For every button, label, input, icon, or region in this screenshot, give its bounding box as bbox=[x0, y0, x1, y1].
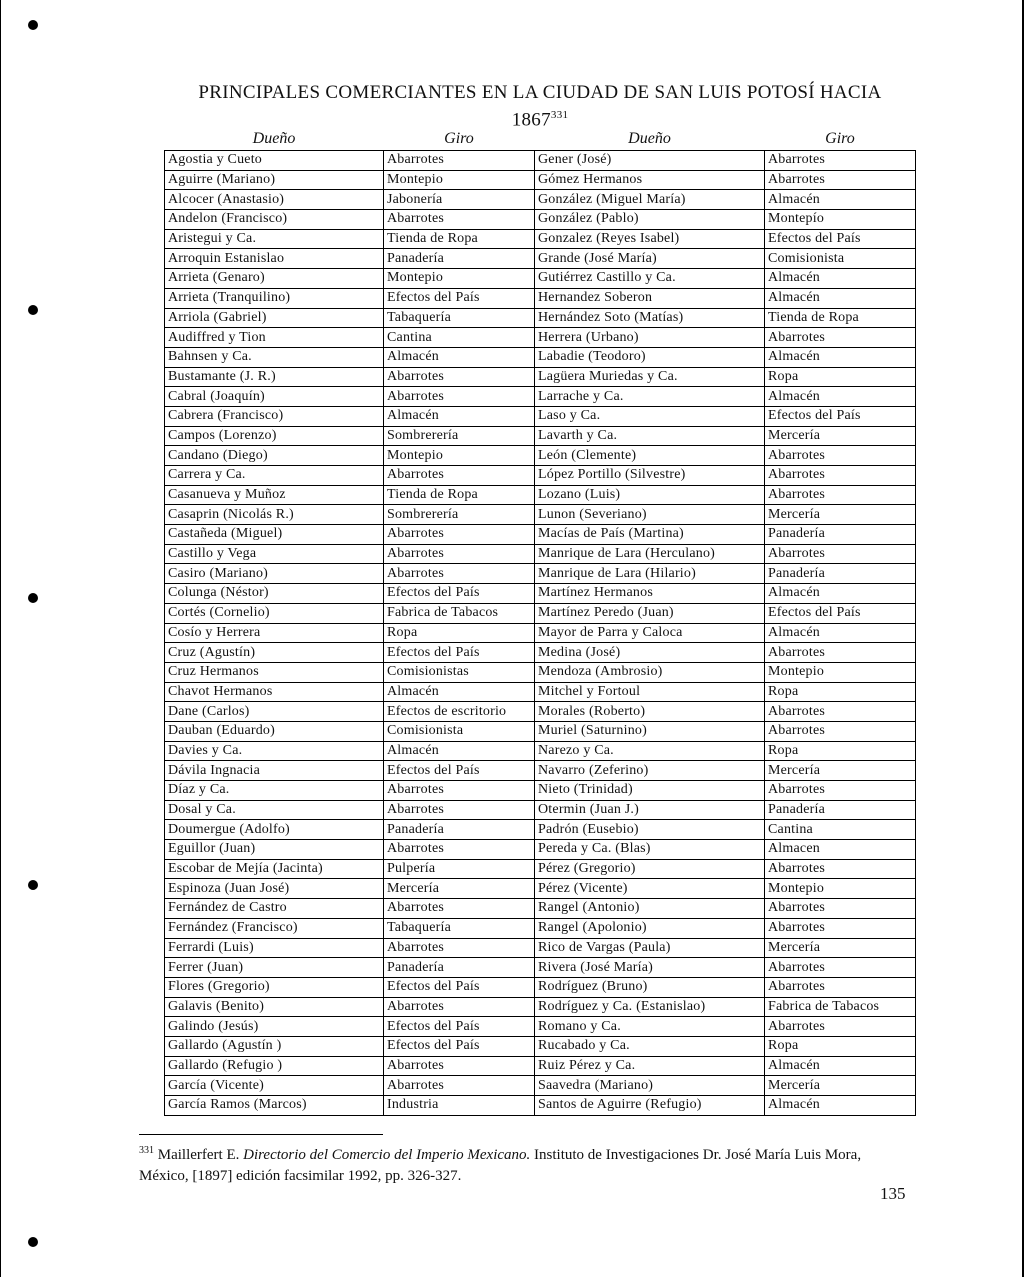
business-cell: Efectos del País bbox=[384, 761, 535, 781]
table-row bbox=[165, 938, 916, 958]
owner-cell: Ferrer (Juan) bbox=[165, 958, 384, 978]
owner-cell: Díaz y Ca. bbox=[165, 781, 384, 801]
owner-cell: González (Pablo) bbox=[535, 210, 765, 230]
owner-cell: Casiro (Mariano) bbox=[165, 564, 384, 584]
owner-cell: Otermin (Juan J.) bbox=[535, 800, 765, 820]
business-cell: Abarrotes bbox=[765, 781, 916, 801]
owner-cell: Pérez (Vicente) bbox=[535, 879, 765, 899]
owner-cell: Gonzalez (Reyes Isabel) bbox=[535, 229, 765, 249]
binder-hole-icon bbox=[28, 20, 38, 30]
owner-cell: Rodríguez (Bruno) bbox=[535, 977, 765, 997]
column-header-owner: Dueño bbox=[535, 128, 765, 151]
business-cell: Abarrotes bbox=[765, 918, 916, 938]
business-cell: Mercería bbox=[765, 1076, 916, 1096]
owner-cell: Rico de Vargas (Paula) bbox=[535, 938, 765, 958]
business-cell: Panadería bbox=[765, 564, 916, 584]
business-cell: Efectos del País bbox=[384, 584, 535, 604]
binder-hole-icon bbox=[28, 1237, 38, 1247]
owner-cell: Macías de País (Martina) bbox=[535, 525, 765, 545]
owner-cell: Cruz Hermanos bbox=[165, 662, 384, 682]
business-cell: Abarrotes bbox=[765, 466, 916, 486]
business-cell: Panadería bbox=[765, 800, 916, 820]
owner-cell: Mayor de Parra y Caloca bbox=[535, 623, 765, 643]
business-cell: Industria bbox=[384, 1096, 535, 1116]
business-cell: Abarrotes bbox=[765, 485, 916, 505]
owner-cell: Flores (Gregorio) bbox=[165, 977, 384, 997]
business-cell: Abarrotes bbox=[384, 210, 535, 230]
business-cell: Abarrotes bbox=[765, 170, 916, 190]
business-cell: Ropa bbox=[765, 367, 916, 387]
business-cell: Abarrotes bbox=[384, 840, 535, 860]
business-cell: Abarrotes bbox=[765, 721, 916, 741]
business-cell: Almacén bbox=[765, 288, 916, 308]
owner-cell: Chavot Hermanos bbox=[165, 682, 384, 702]
owner-cell: Grande (José María) bbox=[535, 249, 765, 269]
business-cell: Jabonería bbox=[384, 190, 535, 210]
footnote bbox=[139, 1140, 939, 1187]
table-row bbox=[165, 210, 916, 230]
business-cell: Abarrotes bbox=[384, 997, 535, 1017]
table-row bbox=[165, 820, 916, 840]
footnote-edition: México, [1897] edición facsimilar 1992, pp. 326-327. bbox=[139, 1168, 462, 1184]
owner-cell: Lunon (Severiano) bbox=[535, 505, 765, 525]
owner-cell: Romano y Ca. bbox=[535, 1017, 765, 1037]
owner-cell: León (Clemente) bbox=[535, 446, 765, 466]
business-cell: Tienda de Ropa bbox=[765, 308, 916, 328]
owner-cell: Narezo y Ca. bbox=[535, 741, 765, 761]
table-row bbox=[165, 662, 916, 682]
table-row bbox=[165, 958, 916, 978]
owner-cell: Martínez Hermanos bbox=[535, 584, 765, 604]
owner-cell: Ferrardi (Luis) bbox=[165, 938, 384, 958]
business-cell: Efectos de escritorio bbox=[384, 702, 535, 722]
table-row bbox=[165, 505, 916, 525]
business-cell: Almacén bbox=[384, 682, 535, 702]
owner-cell: Pereda y Ca. (Blas) bbox=[535, 840, 765, 860]
business-cell: Efectos del País bbox=[384, 643, 535, 663]
owner-cell: Eguillor (Juan) bbox=[165, 840, 384, 860]
footnote-publisher: Instituto de Investigaciones Dr. José María Luis Mora, bbox=[534, 1147, 862, 1163]
owner-cell: Ruiz Pérez y Ca. bbox=[535, 1056, 765, 1076]
owner-cell: Alcocer (Anastasio) bbox=[165, 190, 384, 210]
owner-cell: Campos (Lorenzo) bbox=[165, 426, 384, 446]
business-cell: Mercería bbox=[765, 938, 916, 958]
business-cell: Montepio bbox=[765, 662, 916, 682]
business-cell: Abarrotes bbox=[384, 466, 535, 486]
owner-cell: Fernández de Castro bbox=[165, 899, 384, 919]
business-cell: Montepio bbox=[765, 879, 916, 899]
business-cell: Ropa bbox=[765, 1036, 916, 1056]
table-row bbox=[165, 328, 916, 348]
business-cell: Tienda de Ropa bbox=[384, 229, 535, 249]
business-cell: Almacén bbox=[765, 190, 916, 210]
business-cell: Abarrotes bbox=[384, 367, 535, 387]
table-body bbox=[165, 151, 916, 1116]
owner-cell: Saavedra (Mariano) bbox=[535, 1076, 765, 1096]
business-cell: Montepio bbox=[384, 170, 535, 190]
business-cell: Abarrotes bbox=[765, 446, 916, 466]
owner-cell: Pérez (Gregorio) bbox=[535, 859, 765, 879]
owner-cell: García Ramos (Marcos) bbox=[165, 1096, 384, 1116]
table-row bbox=[165, 446, 916, 466]
table-row bbox=[165, 1036, 916, 1056]
business-cell: Montepío bbox=[765, 210, 916, 230]
owner-cell: Labadie (Teodoro) bbox=[535, 347, 765, 367]
owner-cell: Galavis (Benito) bbox=[165, 997, 384, 1017]
table-row bbox=[165, 544, 916, 564]
title-year: 1867 bbox=[511, 109, 551, 131]
business-cell: Efectos del País bbox=[384, 977, 535, 997]
owner-cell: Dávila Ingnacia bbox=[165, 761, 384, 781]
owner-cell: Cabral (Joaquín) bbox=[165, 387, 384, 407]
owner-cell: Casaprin (Nicolás R.) bbox=[165, 505, 384, 525]
business-cell: Tabaquería bbox=[384, 308, 535, 328]
business-cell: Panadería bbox=[384, 958, 535, 978]
business-cell: Efectos del País bbox=[765, 229, 916, 249]
table-row bbox=[165, 977, 916, 997]
table-row bbox=[165, 584, 916, 604]
business-cell: Abarrotes bbox=[384, 1076, 535, 1096]
table-row bbox=[165, 741, 916, 761]
owner-cell: Morales (Roberto) bbox=[535, 702, 765, 722]
table-row bbox=[165, 406, 916, 426]
business-cell: Abarrotes bbox=[765, 702, 916, 722]
owner-cell: Cosío y Herrera bbox=[165, 623, 384, 643]
business-cell: Ropa bbox=[384, 623, 535, 643]
owner-cell: Bahnsen y Ca. bbox=[165, 347, 384, 367]
table-row bbox=[165, 603, 916, 623]
table-row bbox=[165, 1096, 916, 1116]
owner-cell: Dosal y Ca. bbox=[165, 800, 384, 820]
title-line: PRINCIPALES COMERCIANTES EN LA CIUDAD DE SAN LUIS POTOSÍ HACIA bbox=[198, 82, 882, 103]
business-cell: Sombrerería bbox=[384, 505, 535, 525]
owner-cell: Dane (Carlos) bbox=[165, 702, 384, 722]
table-row bbox=[165, 249, 916, 269]
business-cell: Abarrotes bbox=[384, 800, 535, 820]
business-cell: Abarrotes bbox=[384, 938, 535, 958]
owner-cell: Arroquin Estanislao bbox=[165, 249, 384, 269]
table-row bbox=[165, 485, 916, 505]
business-cell: Cantina bbox=[384, 328, 535, 348]
business-cell: Abarrotes bbox=[384, 781, 535, 801]
business-cell: Montepio bbox=[384, 446, 535, 466]
merchants-table bbox=[164, 128, 916, 1116]
owner-cell: Larrache y Ca. bbox=[535, 387, 765, 407]
business-cell: Ropa bbox=[765, 741, 916, 761]
binder-hole-icon bbox=[28, 880, 38, 890]
owner-cell: Galindo (Jesús) bbox=[165, 1017, 384, 1037]
owner-cell: Agostia y Cueto bbox=[165, 151, 384, 171]
table-row bbox=[165, 781, 916, 801]
business-cell: Efectos del País bbox=[384, 288, 535, 308]
owner-cell: Candano (Diego) bbox=[165, 446, 384, 466]
business-cell: Ropa bbox=[765, 682, 916, 702]
business-cell: Cantina bbox=[765, 820, 916, 840]
table-row bbox=[165, 387, 916, 407]
binder-hole-icon bbox=[28, 593, 38, 603]
owner-cell: Aristegui y Ca. bbox=[165, 229, 384, 249]
business-cell: Abarrotes bbox=[765, 958, 916, 978]
business-cell: Mercería bbox=[765, 426, 916, 446]
owner-cell: Mitchel y Fortoul bbox=[535, 682, 765, 702]
owner-cell: Bustamante (J. R.) bbox=[165, 367, 384, 387]
owner-cell: Medina (José) bbox=[535, 643, 765, 663]
owner-cell: Gallardo (Agustín ) bbox=[165, 1036, 384, 1056]
owner-cell: Nieto (Trinidad) bbox=[535, 781, 765, 801]
table-row bbox=[165, 1056, 916, 1076]
owner-cell: Herrera (Urbano) bbox=[535, 328, 765, 348]
table-row bbox=[165, 1076, 916, 1096]
column-header-business: Giro bbox=[384, 128, 535, 151]
table-row bbox=[165, 899, 916, 919]
table-row bbox=[165, 229, 916, 249]
owner-cell: Muriel (Saturnino) bbox=[535, 721, 765, 741]
table-row bbox=[165, 347, 916, 367]
owner-cell: Arriola (Gabriel) bbox=[165, 308, 384, 328]
business-cell: Almacén bbox=[765, 1096, 916, 1116]
owner-cell: Colunga (Néstor) bbox=[165, 584, 384, 604]
owner-cell: López Portillo (Silvestre) bbox=[535, 466, 765, 486]
table-row bbox=[165, 840, 916, 860]
business-cell: Panadería bbox=[384, 249, 535, 269]
owner-cell: Hernandez Soberon bbox=[535, 288, 765, 308]
owner-cell: Cabrera (Francisco) bbox=[165, 406, 384, 426]
business-cell: Mercería bbox=[765, 505, 916, 525]
owner-cell: Davies y Ca. bbox=[165, 741, 384, 761]
business-cell: Mercería bbox=[384, 879, 535, 899]
owner-cell: Doumergue (Adolfo) bbox=[165, 820, 384, 840]
business-cell: Efectos del País bbox=[384, 1036, 535, 1056]
business-cell: Abarrotes bbox=[384, 899, 535, 919]
page-number: 135 bbox=[880, 1184, 906, 1203]
owner-cell: Rangel (Apolonio) bbox=[535, 918, 765, 938]
business-cell: Abarrotes bbox=[765, 544, 916, 564]
table-row bbox=[165, 761, 916, 781]
table-row bbox=[165, 643, 916, 663]
business-cell: Almacén bbox=[765, 584, 916, 604]
owner-cell: Andelon (Francisco) bbox=[165, 210, 384, 230]
owner-cell: Lozano (Luis) bbox=[535, 485, 765, 505]
business-cell: Comisionistas bbox=[384, 662, 535, 682]
owner-cell: González (Miguel María) bbox=[535, 190, 765, 210]
business-cell: Abarrotes bbox=[765, 859, 916, 879]
owner-cell: Martínez Peredo (Juan) bbox=[535, 603, 765, 623]
business-cell: Panadería bbox=[765, 525, 916, 545]
owner-cell: Gómez Hermanos bbox=[535, 170, 765, 190]
business-cell: Almacén bbox=[765, 387, 916, 407]
owner-cell: Carrera y Ca. bbox=[165, 466, 384, 486]
footnote-author: Maillerfert E. bbox=[157, 1147, 240, 1163]
owner-cell: Padrón (Eusebio) bbox=[535, 820, 765, 840]
business-cell: Sombrerería bbox=[384, 426, 535, 446]
business-cell: Comisionista bbox=[765, 249, 916, 269]
business-cell: Efectos del País bbox=[765, 406, 916, 426]
owner-cell: Arrieta (Genaro) bbox=[165, 269, 384, 289]
owner-cell: Fernández (Francisco) bbox=[165, 918, 384, 938]
business-cell: Comisionista bbox=[384, 721, 535, 741]
business-cell: Almacén bbox=[765, 623, 916, 643]
business-cell: Almacén bbox=[384, 741, 535, 761]
owner-cell: Audiffred y Tion bbox=[165, 328, 384, 348]
table-row bbox=[165, 564, 916, 584]
business-cell: Abarrotes bbox=[765, 151, 916, 171]
business-cell: Tienda de Ropa bbox=[384, 485, 535, 505]
column-header-business: Giro bbox=[765, 128, 916, 151]
owner-cell: Manrique de Lara (Hilario) bbox=[535, 564, 765, 584]
footnote-book-title: Directorio del Comercio del Imperio Mexicano. bbox=[243, 1147, 531, 1163]
table-row bbox=[165, 800, 916, 820]
owner-cell: Arrieta (Tranquilino) bbox=[165, 288, 384, 308]
owner-cell: Lavarth y Ca. bbox=[535, 426, 765, 446]
business-cell: Abarrotes bbox=[384, 564, 535, 584]
owner-cell: Espinoza (Juan José) bbox=[165, 879, 384, 899]
table-row bbox=[165, 682, 916, 702]
owner-cell: Castañeda (Miguel) bbox=[165, 525, 384, 545]
business-cell: Abarrotes bbox=[765, 643, 916, 663]
business-cell: Almacén bbox=[765, 1056, 916, 1076]
table-header-row bbox=[165, 128, 916, 151]
page-title bbox=[165, 82, 915, 131]
table-row bbox=[165, 623, 916, 643]
owner-cell: Cortés (Cornelio) bbox=[165, 603, 384, 623]
business-cell: Almacen bbox=[765, 840, 916, 860]
business-cell: Pulpería bbox=[384, 859, 535, 879]
business-cell: Abarrotes bbox=[384, 151, 535, 171]
owner-cell: Gutiérrez Castillo y Ca. bbox=[535, 269, 765, 289]
table-row bbox=[165, 997, 916, 1017]
owner-cell: Aguirre (Mariano) bbox=[165, 170, 384, 190]
table-row bbox=[165, 466, 916, 486]
business-cell: Efectos del País bbox=[384, 1017, 535, 1037]
table-row bbox=[165, 721, 916, 741]
business-cell: Abarrotes bbox=[765, 328, 916, 348]
business-cell: Fabrica de Tabacos bbox=[765, 997, 916, 1017]
owner-cell: Mendoza (Ambrosio) bbox=[535, 662, 765, 682]
binder-hole-icon bbox=[28, 305, 38, 315]
owner-cell: Rodríguez y Ca. (Estanislao) bbox=[535, 997, 765, 1017]
business-cell: Efectos del País bbox=[765, 603, 916, 623]
business-cell: Abarrotes bbox=[384, 387, 535, 407]
business-cell: Almacén bbox=[765, 269, 916, 289]
owner-cell: Lagüera Muriedas y Ca. bbox=[535, 367, 765, 387]
owner-cell: Gallardo (Refugio ) bbox=[165, 1056, 384, 1076]
business-cell: Fabrica de Tabacos bbox=[384, 603, 535, 623]
table-row bbox=[165, 879, 916, 899]
owner-cell: Castillo y Vega bbox=[165, 544, 384, 564]
owner-cell: García (Vicente) bbox=[165, 1076, 384, 1096]
owner-cell: Laso y Ca. bbox=[535, 406, 765, 426]
owner-cell: Manrique de Lara (Herculano) bbox=[535, 544, 765, 564]
table-row bbox=[165, 151, 916, 171]
table-row bbox=[165, 170, 916, 190]
owner-cell: Santos de Aguirre (Refugio) bbox=[535, 1096, 765, 1116]
title-footnote-ref: 331 bbox=[550, 109, 569, 121]
table-row bbox=[165, 190, 916, 210]
footnote-divider bbox=[139, 1134, 383, 1135]
business-cell: Abarrotes bbox=[765, 1017, 916, 1037]
owner-cell: Cruz (Agustín) bbox=[165, 643, 384, 663]
owner-cell: Rivera (José María) bbox=[535, 958, 765, 978]
column-header-owner: Dueño bbox=[165, 128, 384, 151]
table-row bbox=[165, 1017, 916, 1037]
owner-cell: Dauban (Eduardo) bbox=[165, 721, 384, 741]
owner-cell: Navarro (Zeferino) bbox=[535, 761, 765, 781]
business-cell: Abarrotes bbox=[384, 544, 535, 564]
table-row bbox=[165, 859, 916, 879]
owner-cell: Escobar de Mejía (Jacinta) bbox=[165, 859, 384, 879]
business-cell: Almacén bbox=[765, 347, 916, 367]
table-row bbox=[165, 426, 916, 446]
footnote-number: 331 bbox=[139, 1145, 154, 1156]
business-cell: Abarrotes bbox=[765, 899, 916, 919]
business-cell: Almacén bbox=[384, 347, 535, 367]
business-cell: Abarrotes bbox=[384, 1056, 535, 1076]
table-row bbox=[165, 367, 916, 387]
owner-cell: Rucabado y Ca. bbox=[535, 1036, 765, 1056]
table-row bbox=[165, 702, 916, 722]
business-cell: Montepio bbox=[384, 269, 535, 289]
business-cell: Almacén bbox=[384, 406, 535, 426]
business-cell: Abarrotes bbox=[384, 525, 535, 545]
table-row bbox=[165, 525, 916, 545]
business-cell: Mercería bbox=[765, 761, 916, 781]
owner-cell: Casanueva y Muñoz bbox=[165, 485, 384, 505]
business-cell: Tabaquería bbox=[384, 918, 535, 938]
owner-cell: Gener (José) bbox=[535, 151, 765, 171]
table-row bbox=[165, 288, 916, 308]
business-cell: Abarrotes bbox=[765, 977, 916, 997]
table-row bbox=[165, 269, 916, 289]
owner-cell: Hernández Soto (Matías) bbox=[535, 308, 765, 328]
table-row bbox=[165, 308, 916, 328]
owner-cell: Rangel (Antonio) bbox=[535, 899, 765, 919]
table-row bbox=[165, 918, 916, 938]
business-cell: Panadería bbox=[384, 820, 535, 840]
